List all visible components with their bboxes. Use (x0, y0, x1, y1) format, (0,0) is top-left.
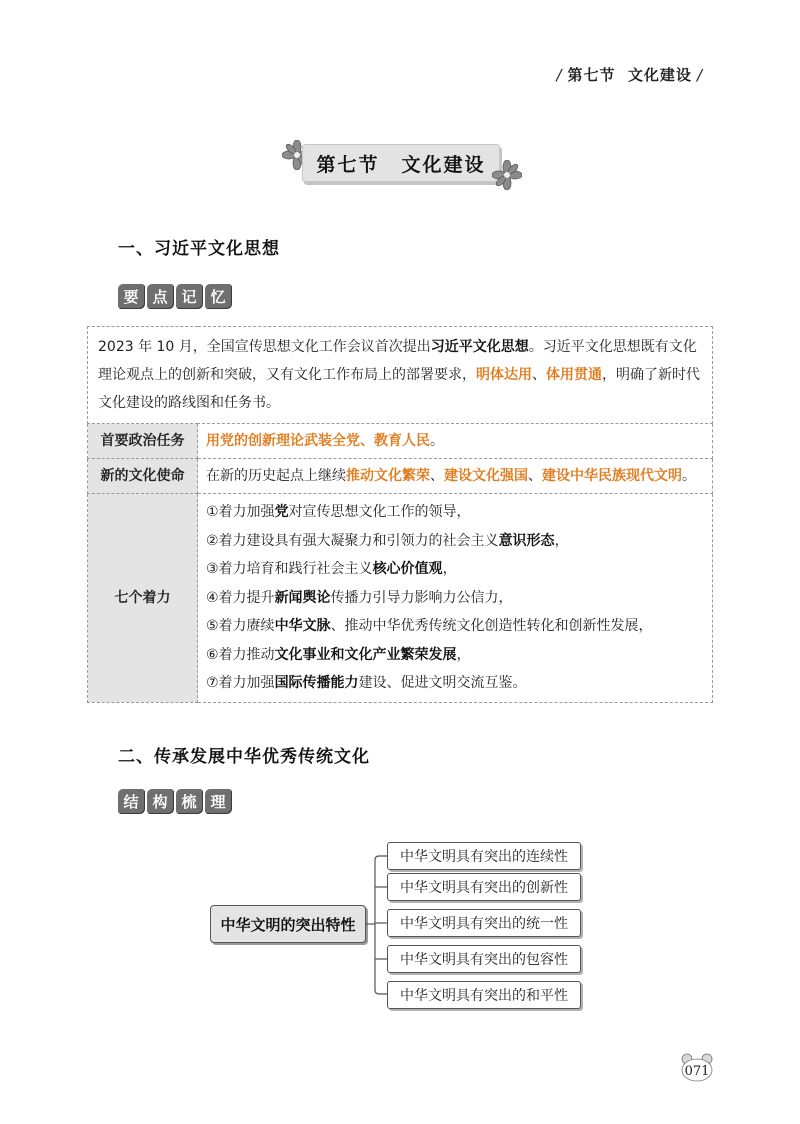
page-number (680, 1052, 714, 1082)
intro-highlight: 明体达用 (476, 367, 532, 383)
key-points-badge (118, 284, 231, 308)
header-topic: 文化建设 (627, 66, 692, 84)
mission-highlight: 建设中华民族现代文明 (542, 468, 682, 484)
intro-part: 。习近平文化思想既有文化理论观点上的创新和突破，又有文化工作布局上的部署要求， (98, 339, 697, 383)
row-label: 新的文化使命 (88, 459, 198, 494)
list-item: ②着力建设具有强大凝聚力和引领力的社会主义意识形态， (206, 532, 569, 549)
page-number-text: 071 (684, 1064, 710, 1079)
mindmap-root: 中华文明的突出特性 (210, 905, 366, 943)
section-heading-1: 一、习近平文化思想 (118, 239, 280, 259)
row-label: 七个着力 (88, 494, 198, 703)
intro-part: 2023 年 10 月，全国宣传思想文化工作会议首次提出 (98, 339, 431, 355)
table-row (88, 424, 713, 459)
list-item: ①着力加强党对宣传思想文化工作的领导， (206, 504, 471, 520)
running-header: / 第七节 文化建设 / (556, 66, 703, 84)
section-heading-2: 二、传承发展中华优秀传统文化 (118, 747, 370, 767)
mission-text: 在新的历史起点上继续 (206, 468, 346, 484)
table-row (88, 459, 713, 494)
task-highlight: 用党的创新理论武装全党、教育人民 (206, 433, 430, 449)
row-label: 首要政治任务 (88, 424, 198, 459)
mindmap-branch: 中华文明具有突出的包容性 (387, 945, 581, 973)
row-content (198, 424, 713, 459)
badge-char: 构 (147, 789, 173, 813)
mission-highlight: 建设文化强国 (444, 468, 528, 484)
chapter-title-banner (280, 138, 520, 188)
badge-char: 理 (205, 789, 231, 813)
task-end: 。 (430, 433, 444, 449)
list-item: ④着力提升新闻舆论传播力引导力影响力公信力， (206, 589, 513, 606)
row-content (198, 494, 713, 703)
flower-ornament-icon (492, 160, 522, 190)
mission-sep: 、 (528, 468, 542, 484)
list-item: ⑦着力加强国际传播能力建设、促进文明交流互鉴。 (206, 675, 527, 691)
title-topic: 文化建设 (401, 153, 486, 176)
key-points-table (87, 326, 713, 703)
mindmap-branch: 中华文明具有突出的连续性 (387, 842, 581, 870)
badge-char: 记 (176, 284, 202, 308)
mission-end: 。 (682, 468, 696, 484)
row-content (198, 459, 713, 494)
badge-char: 梳 (176, 789, 202, 813)
badge-char: 结 (118, 789, 144, 813)
table-row (88, 494, 713, 703)
intro-part: ，明确了新时代文化建设的路线图和任务书。 (98, 367, 700, 411)
intro-highlight: 体用贯通 (546, 367, 602, 383)
title-section: 第七节 (316, 153, 380, 176)
page-title (302, 144, 500, 182)
header-section-label: 第七节 (567, 66, 616, 84)
mindmap-branch: 中华文明具有突出的和平性 (387, 981, 581, 1009)
list-item: ⑥着力推动文化事业和文化产业繁荣发展， (206, 646, 471, 663)
structure-badge (118, 789, 231, 813)
list-item: ⑤着力赓续中华文脉、推动中华优秀传统文化创造性转化和创新性发展， (206, 618, 653, 634)
intro-sep: 、 (532, 367, 546, 383)
badge-char: 忆 (205, 284, 231, 308)
mindmap-branch: 中华文明具有突出的统一性 (387, 909, 581, 937)
badge-char: 点 (147, 284, 173, 308)
mindmap-branch: 中华文明具有突出的创新性 (387, 873, 581, 901)
mission-sep: 、 (430, 468, 444, 484)
list-item: ③着力培育和践行社会主义核心价值观， (206, 561, 457, 577)
intro-row (88, 327, 713, 424)
intro-bold: 习近平文化思想 (430, 339, 529, 355)
badge-char: 要 (118, 284, 144, 308)
intro-text (88, 327, 713, 424)
mission-highlight: 推动文化繁荣 (346, 468, 430, 484)
